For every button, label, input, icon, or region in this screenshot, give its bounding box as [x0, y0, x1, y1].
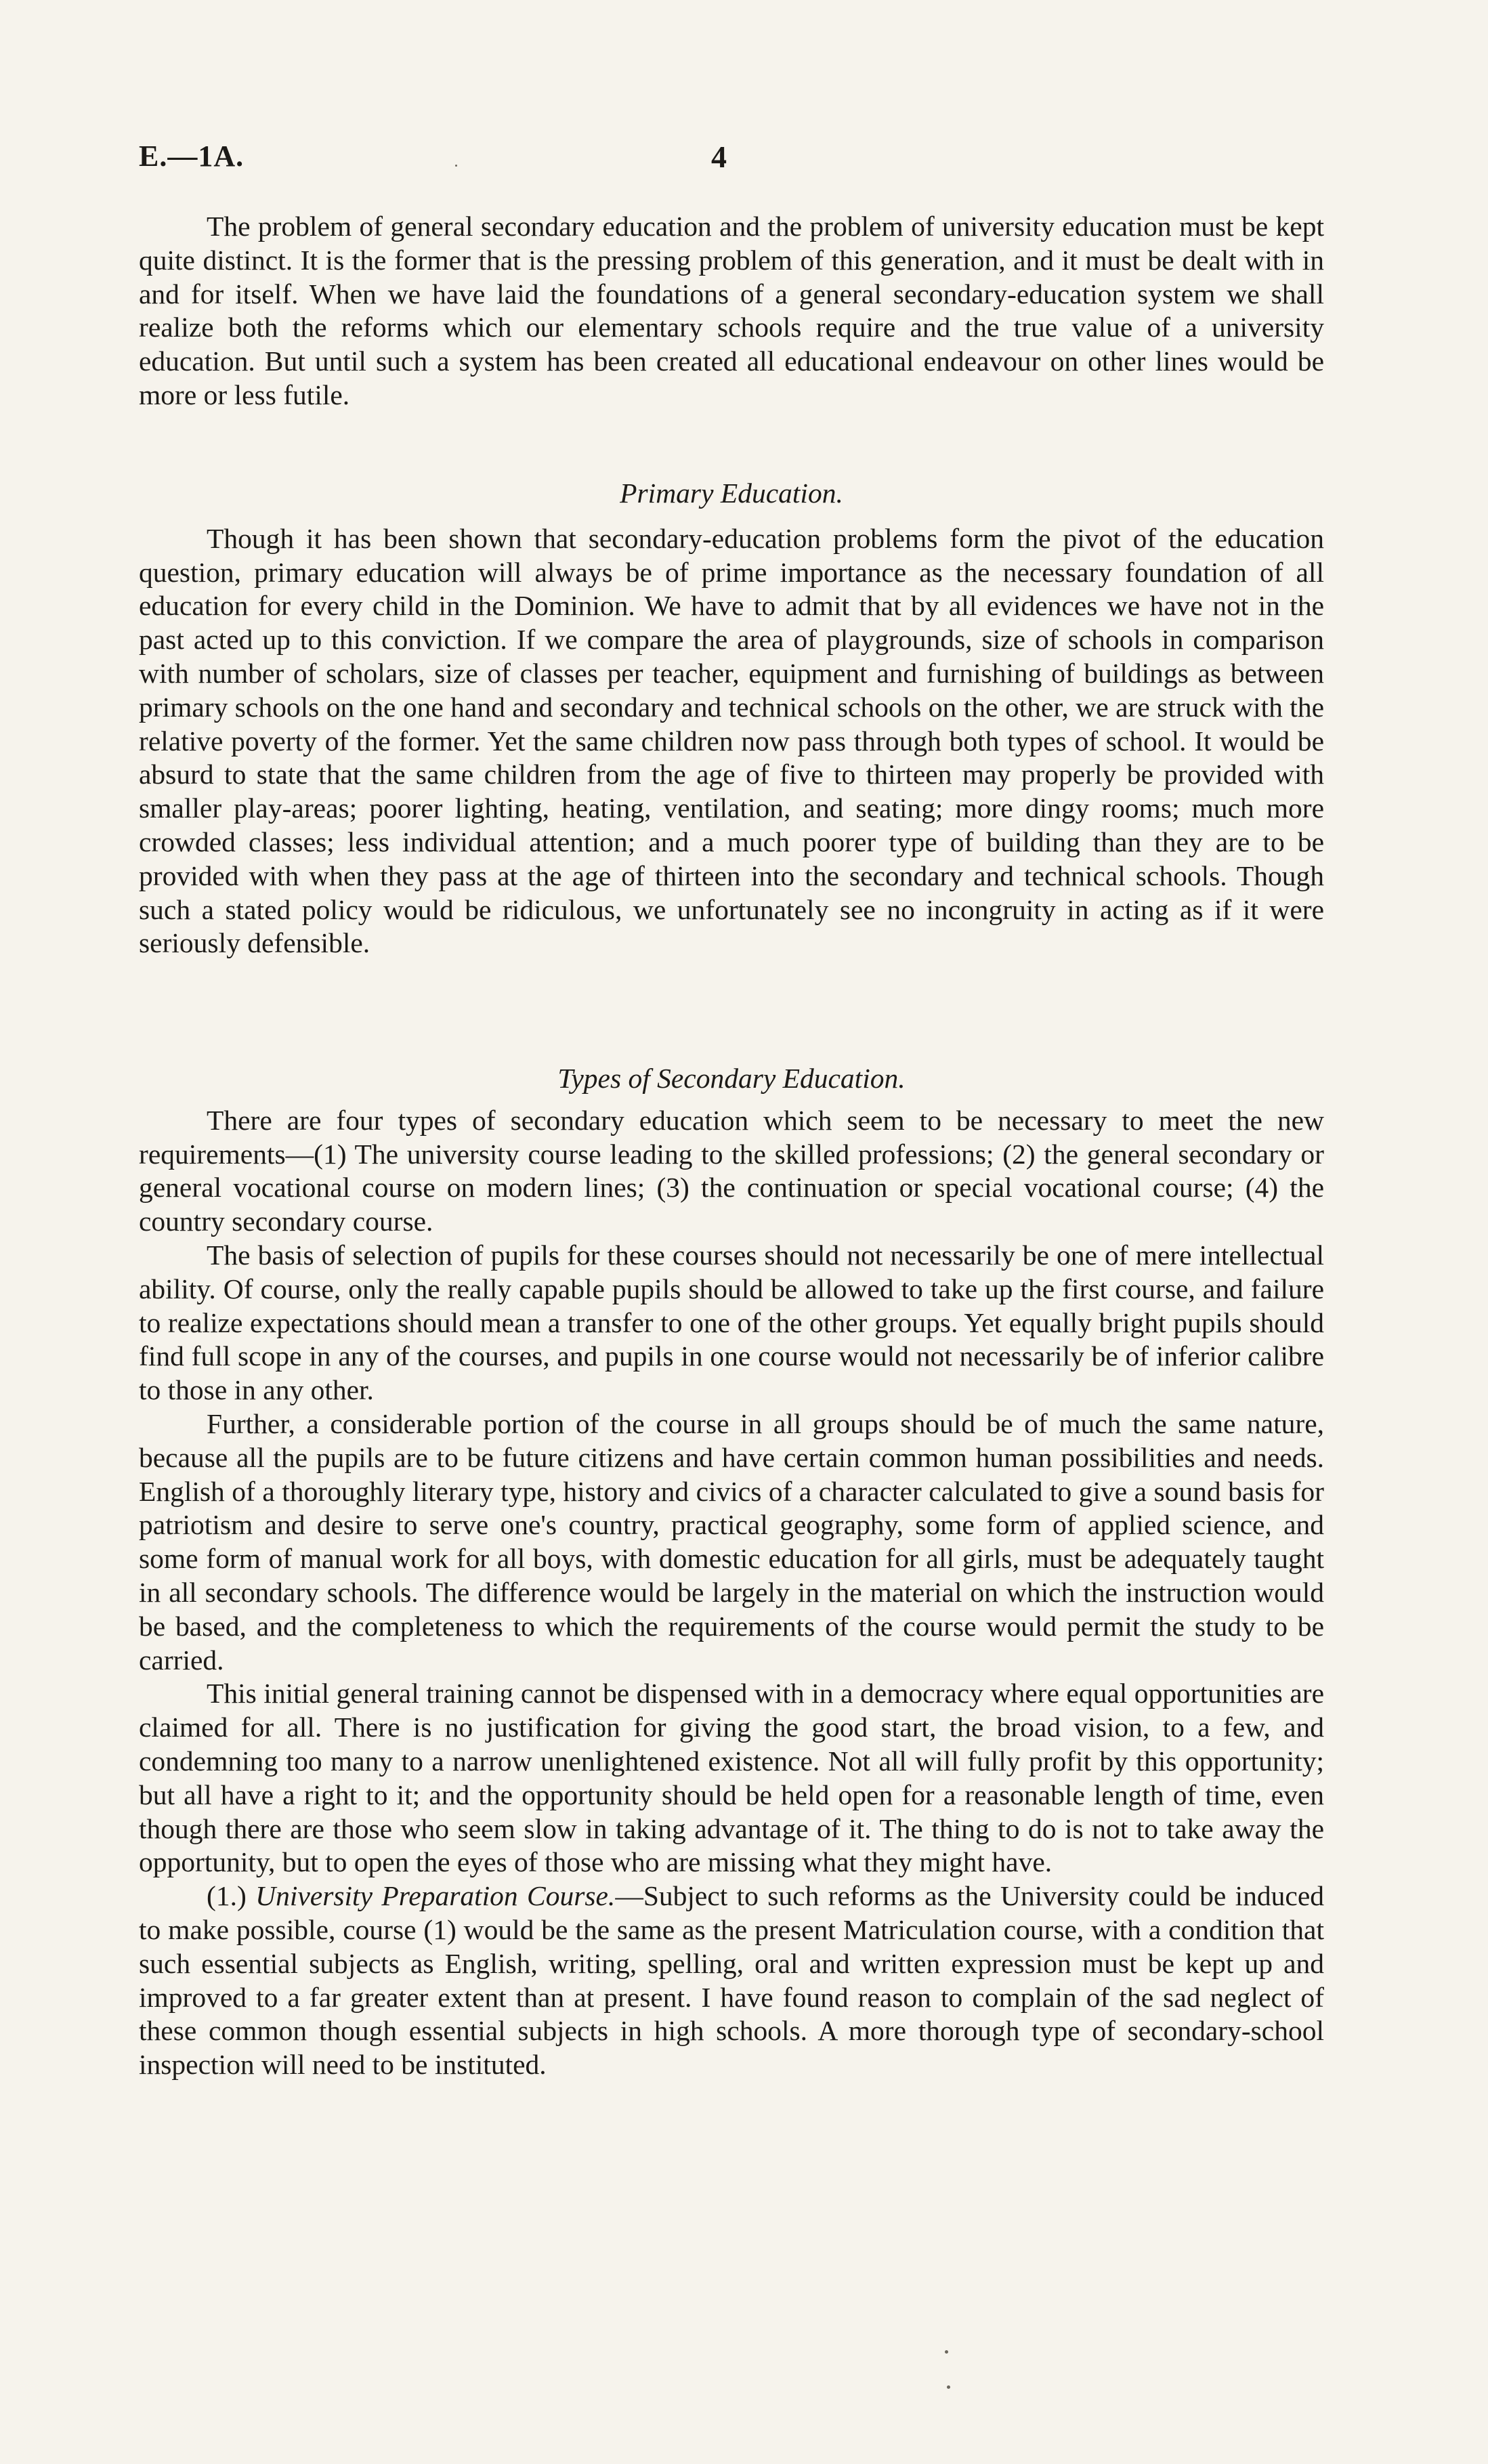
secondary-types-section [139, 1062, 1324, 2082]
intro-paragraph: The problem of general secondary education and the problem of university education must be kept quite distinct. It is the former that is the pressing problem of this generation, and it must be dealt with in and for itself. When we have laid the foundations of a general secondary-education system we shall realize both the reforms which our elementary schools require and the true value of a university education. But until such a system has been created all educational endeavour on other lines would be more or less futile. [139, 211, 1324, 410]
scan-speck [947, 2385, 950, 2389]
scan-speck [455, 165, 457, 167]
primary-education-heading: Primary Education. [620, 477, 843, 509]
secondary-types-heading: Types of Secondary Education. [557, 1063, 906, 1094]
document-reference: E.—1A. [139, 140, 245, 173]
primary-education-section [139, 477, 1324, 960]
secondary-types-paragraph-3: Further, a considerable portion of the course in all groups should be of much the same nature, because all the pupils are to be future citizens and have certain common human possibilities and needs. English of a thoroughly literary type, history and civics of a character calculated to give a sound basis for patriotism and desire to serve one's country, practical geography, some form of applied science, and some form of manual work for all boys, with domestic education for all girls, must be adequately taught in all secondary schools. The difference would be largely in the material on which the instruction would be based, and the completeness to which the requirements of the course would permit the study to be carried. [139, 1407, 1324, 1676]
intro-section [139, 210, 1324, 412]
course-title: University Preparation Course. [255, 1880, 616, 1912]
course-dash: — [615, 1880, 643, 1912]
university-preparation-paragraph [139, 1879, 1324, 2082]
secondary-types-paragraph-1: There are four types of secondary education which seem to be necessary to meet the new requirements—(1) The university course leading to the skilled professions; (2) the general secondary or general vocational course on modern lines; (3) the continuation or special vocational course; (4) the country secondary course. [139, 1104, 1324, 1237]
secondary-types-paragraph-4: This initial general training cannot be dispensed with in a democracy where equal opportunities are claimed for all. There is no justification for giving the good start, the broad vision, to a few, and condemning too many to a narrow unenlightened existence. Not all will fully profit by this opportunity; but all have a right to it; and the opportunity should be held open for a reasonable length of time, even though there are those who seem slow in taking advantage of it. The thing to do is not to take away the opportunity, but to open the eyes of those who are missing what they might have. [139, 1678, 1324, 1878]
secondary-types-paragraph-2: The basis of selection of pupils for these courses should not necessarily be one of mere intellectual ability. Of course, only the really capable pupils should be allowed to take up the first course, and failure to realize expectations should mean a transfer to one of the other groups. Yet equally bright pupils should find full scope in any of the courses, and pupils in one course would not necessarily be of inferior calibre to those in any other. [139, 1239, 1324, 1406]
page-header [139, 139, 1344, 179]
page-number: 4 [711, 140, 727, 174]
course-description: Subject to such reforms as the University could be induced to make possible, course (1) would be the same as the present Matriculation course, with a condition that such essential subjects as English, writing, spelling, oral and written expression must be kept up and improved to a far greater extent than at present. I have found reason to complain of the sad neglect of these common though essential subjects in high schools. A more thorough type of secondary-school inspection will need to be instituted. [139, 1880, 1325, 2081]
primary-education-paragraph: Though it has been shown that secondary-education problems form the pivot of the education question, primary education will always be of prime importance as the necessary foundation of all education for every child in the Dominion. We have to admit that by all evidences we have not in the past acted up to this conviction. If we compare the area of playgrounds, size of schools in comparison with number of scholars, size of classes per teacher, equipment and furnishing of buildings as between primary schools on the one hand and secondary and technical schools on the other, we are struck with the relative poverty of the former. Yet the same children now pass through both types of school. It would be absurd to state that the same children from the age of five to thirteen may properly be provided with smaller play-areas; poorer lighting, heating, ventilation, and seating; more dingy rooms; much more crowded classes; less individual attention; and a much poorer type of building than they are to be provided with when they pass at the age of thirteen into the secondary and technical schools. Though such a stated policy would be ridiculous, we unfortunately see no incongruity in acting as if it were seriously defensible. [139, 522, 1324, 959]
scan-speck [945, 2350, 948, 2354]
course-number: (1.) [207, 1880, 247, 1912]
